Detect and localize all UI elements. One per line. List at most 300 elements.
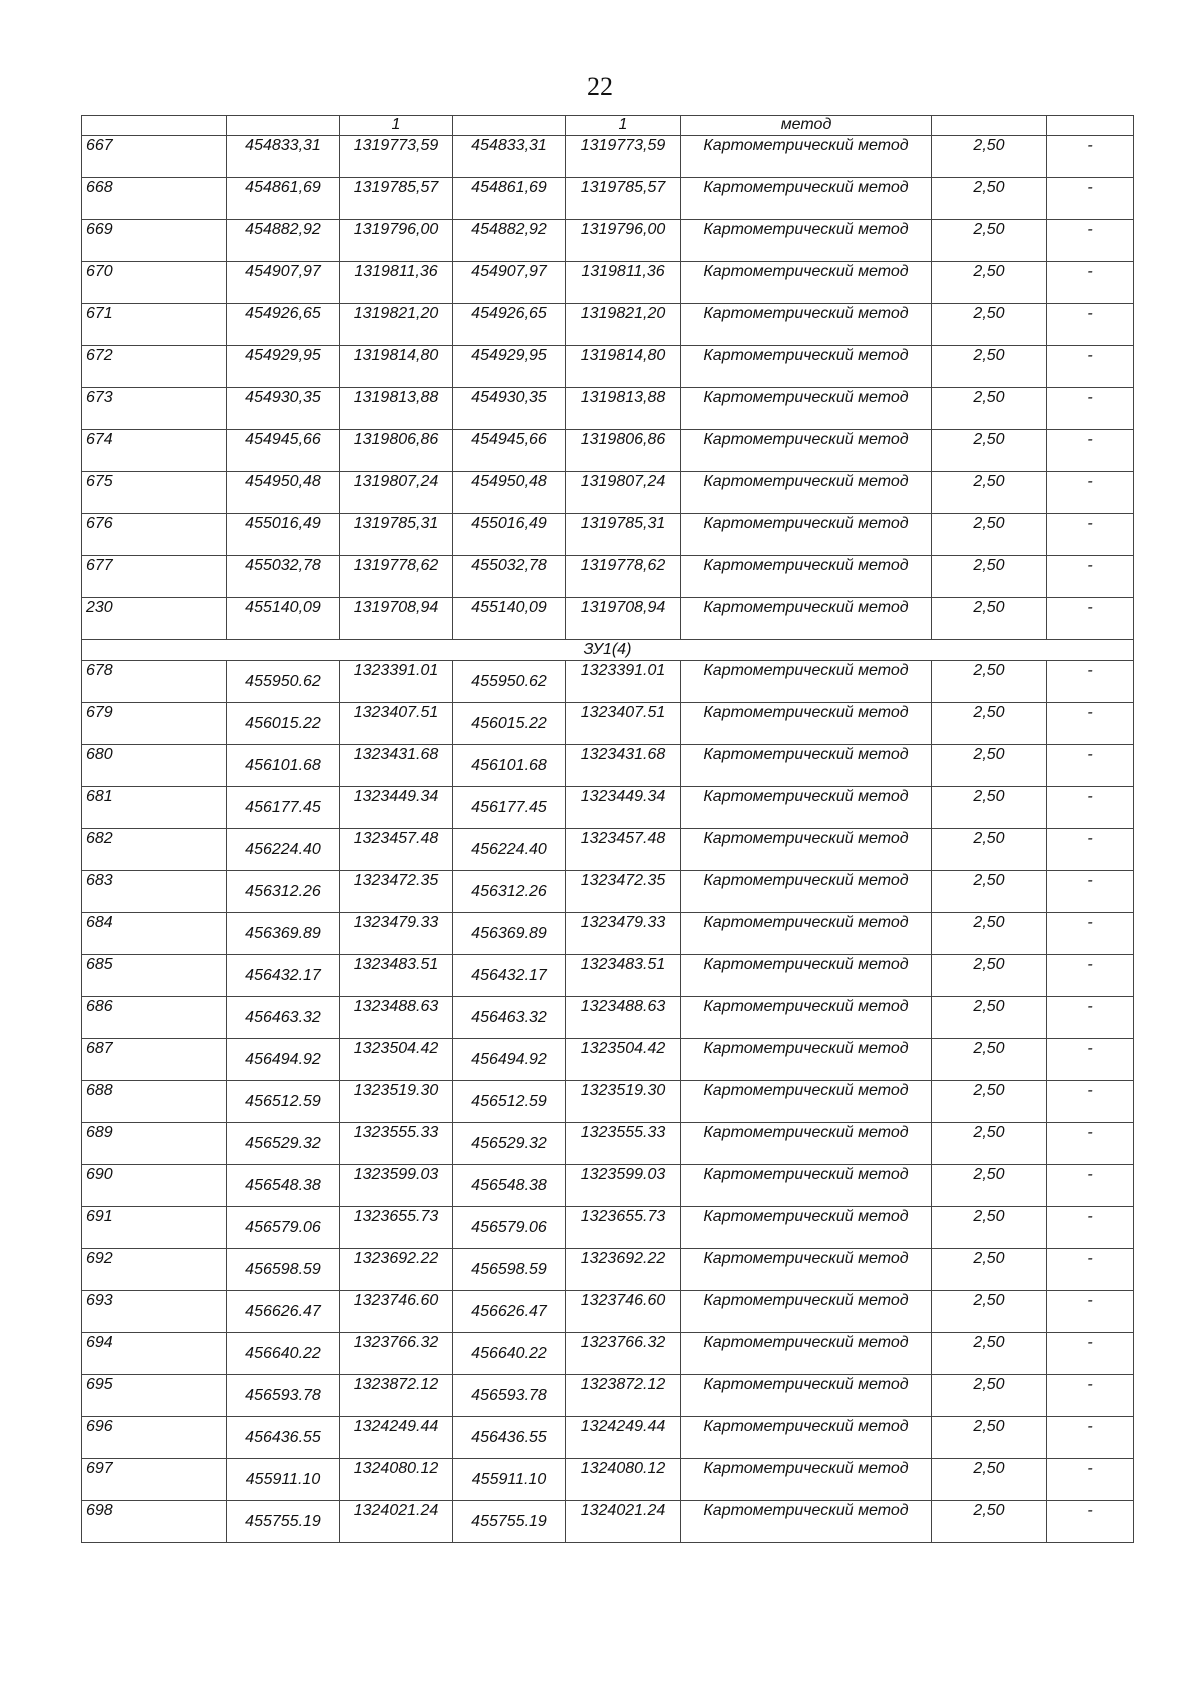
description-cell (1047, 661, 1134, 703)
y-new-cell (566, 136, 681, 178)
x-existing-value: 456015.22 (245, 715, 321, 732)
continuation-cell (82, 116, 227, 136)
method-cell (681, 1333, 932, 1375)
table-row (82, 1291, 1134, 1333)
x-existing-value: 456579.06 (245, 1219, 321, 1236)
accuracy-cell (932, 178, 1047, 220)
point-number-value: 676 (86, 515, 113, 532)
method-value: Картометрический метод (703, 1124, 909, 1141)
y-existing-value: 1323449.34 (353, 788, 439, 805)
x-new-cell (453, 997, 566, 1039)
y-new-value: 1323519.30 (580, 1082, 666, 1099)
y-existing-value: 1319821,20 (353, 305, 439, 322)
accuracy-cell (932, 745, 1047, 787)
x-new-value: 455032,78 (471, 557, 547, 574)
description-value: - (1087, 1250, 1093, 1267)
description-cell (1047, 787, 1134, 829)
accuracy-value: 2,50 (973, 1502, 1005, 1519)
x-new-value: 454882,92 (471, 221, 547, 238)
point-number-cell (82, 1165, 227, 1207)
point-number-value: 683 (86, 872, 113, 889)
y-existing-cell (340, 472, 453, 514)
x-new-value: 456101.68 (471, 757, 547, 774)
table-row (82, 745, 1134, 787)
method-cell (681, 913, 932, 955)
x-new-cell (453, 745, 566, 787)
point-number-cell (82, 178, 227, 220)
x-new-cell (453, 136, 566, 178)
description-value: - (1087, 347, 1093, 364)
y-existing-cell (340, 220, 453, 262)
y-existing-cell (340, 787, 453, 829)
table-row (82, 787, 1134, 829)
y-new-value: 1319708,94 (580, 599, 666, 616)
y-existing-value: 1319778,62 (353, 557, 439, 574)
method-cell (681, 388, 932, 430)
accuracy-cell (932, 1291, 1047, 1333)
x-existing-cell (227, 997, 340, 1039)
x-existing-cell (227, 913, 340, 955)
x-existing-value: 455032,78 (245, 557, 321, 574)
point-number-value: 670 (86, 263, 113, 280)
y-new-value: 1319821,20 (580, 305, 666, 322)
x-existing-cell (227, 598, 340, 640)
x-new-value: 456579.06 (471, 1219, 547, 1236)
point-number-value: 686 (86, 998, 113, 1015)
point-number-cell (82, 1207, 227, 1249)
accuracy-cell (932, 472, 1047, 514)
accuracy-value: 2,50 (973, 788, 1005, 805)
y-new-value: 1323391.01 (580, 662, 666, 679)
y-existing-value: 1323519.30 (353, 1082, 439, 1099)
point-number-value: 684 (86, 914, 113, 931)
y-new-value: 1319807,24 (580, 473, 666, 490)
description-value: - (1087, 1334, 1093, 1351)
description-value: - (1087, 431, 1093, 448)
description-cell (1047, 304, 1134, 346)
point-number-cell (82, 598, 227, 640)
method-value: Картометрический метод (703, 1502, 909, 1519)
description-cell (1047, 388, 1134, 430)
y-new-cell (566, 787, 681, 829)
method-value: Картометрический метод (703, 1208, 909, 1225)
x-new-cell (453, 1165, 566, 1207)
y-existing-value: 1323599.03 (353, 1166, 439, 1183)
y-new-value: 1319796,00 (580, 221, 666, 238)
y-new-value: 1324021.24 (580, 1502, 666, 1519)
table-row (82, 1249, 1134, 1291)
accuracy-cell (932, 1123, 1047, 1165)
method-value: Картометрический метод (703, 662, 909, 679)
method-value: Картометрический метод (703, 221, 909, 238)
y-existing-cell (340, 1459, 453, 1501)
method-value: Картометрический метод (703, 746, 909, 763)
method-cell (681, 1207, 932, 1249)
y-existing-cell (340, 997, 453, 1039)
x-existing-value: 456101.68 (245, 757, 321, 774)
accuracy-cell (932, 871, 1047, 913)
x-existing-value: 454929,95 (245, 347, 321, 364)
description-value: - (1087, 599, 1093, 616)
accuracy-value: 2,50 (973, 347, 1005, 364)
x-existing-cell (227, 514, 340, 556)
description-value: - (1087, 389, 1093, 406)
accuracy-value: 2,50 (973, 179, 1005, 196)
table-row-continuation (82, 116, 1134, 136)
x-new-cell (453, 1333, 566, 1375)
description-cell (1047, 430, 1134, 472)
point-number-cell (82, 304, 227, 346)
method-cell (681, 829, 932, 871)
table-row (82, 1039, 1134, 1081)
point-number-value: 698 (86, 1502, 113, 1519)
point-number-value: 688 (86, 1082, 113, 1099)
table-row (82, 955, 1134, 997)
x-new-value: 454861,69 (471, 179, 547, 196)
point-number-value: 672 (86, 347, 113, 364)
x-new-value: 455140,09 (471, 599, 547, 616)
accuracy-value: 2,50 (973, 914, 1005, 931)
continuation-cell: 1 (566, 116, 681, 136)
table-row (82, 514, 1134, 556)
x-new-value: 456598.59 (471, 1261, 547, 1278)
x-existing-value: 456640.22 (245, 1345, 321, 1362)
point-number-cell (82, 1081, 227, 1123)
continuation-cell (932, 116, 1047, 136)
x-new-cell (453, 787, 566, 829)
point-number-value: 690 (86, 1166, 113, 1183)
description-value: - (1087, 1376, 1093, 1393)
y-existing-value: 1323766.32 (353, 1334, 439, 1351)
x-new-value: 455016,49 (471, 515, 547, 532)
description-value: - (1087, 305, 1093, 322)
method-value: Картометрический метод (703, 599, 909, 616)
point-number-cell (82, 514, 227, 556)
method-cell (681, 1165, 932, 1207)
point-number-cell (82, 955, 227, 997)
method-cell (681, 703, 932, 745)
y-new-value: 1323479.33 (580, 914, 666, 931)
y-new-cell (566, 262, 681, 304)
table-row (82, 388, 1134, 430)
table-row (82, 1375, 1134, 1417)
point-number-cell (82, 388, 227, 430)
x-existing-cell (227, 955, 340, 997)
method-value: Картометрический метод (703, 1292, 909, 1309)
point-number-value: 673 (86, 389, 113, 406)
table-row (82, 304, 1134, 346)
table-row (82, 472, 1134, 514)
y-existing-value: 1323391.01 (353, 662, 439, 679)
x-new-value: 456436.55 (471, 1429, 547, 1446)
x-new-value: 454950,48 (471, 473, 547, 490)
method-value: Картометрический метод (703, 1166, 909, 1183)
description-value: - (1087, 956, 1093, 973)
table-row (82, 913, 1134, 955)
method-cell (681, 346, 932, 388)
x-existing-cell (227, 1081, 340, 1123)
y-new-cell (566, 1039, 681, 1081)
method-value: Картометрический метод (703, 1460, 909, 1477)
description-value: - (1087, 473, 1093, 490)
table-row (82, 430, 1134, 472)
accuracy-value: 2,50 (973, 1334, 1005, 1351)
accuracy-cell (932, 955, 1047, 997)
method-cell (681, 1291, 932, 1333)
description-cell (1047, 472, 1134, 514)
x-existing-cell (227, 1501, 340, 1543)
accuracy-value: 2,50 (973, 872, 1005, 889)
point-number-cell (82, 1375, 227, 1417)
description-cell (1047, 1081, 1134, 1123)
y-new-cell (566, 514, 681, 556)
method-value: Картометрический метод (703, 473, 909, 490)
table-row (82, 598, 1134, 640)
x-existing-cell (227, 1291, 340, 1333)
method-cell (681, 1081, 932, 1123)
x-existing-value: 456593.78 (245, 1387, 321, 1404)
y-new-value: 1323655.73 (580, 1208, 666, 1225)
y-new-cell (566, 703, 681, 745)
y-new-value: 1324249.44 (580, 1418, 666, 1435)
x-new-cell (453, 388, 566, 430)
y-existing-cell (340, 661, 453, 703)
y-new-value: 1323488.63 (580, 998, 666, 1015)
y-existing-cell (340, 745, 453, 787)
x-existing-value: 454861,69 (245, 179, 321, 196)
description-value: - (1087, 662, 1093, 679)
description-cell (1047, 1501, 1134, 1543)
point-number-value: 230 (86, 599, 113, 616)
x-new-value: 456494.92 (471, 1051, 547, 1068)
method-value: Картометрический метод (703, 347, 909, 364)
continuation-cell (227, 116, 340, 136)
y-existing-cell (340, 598, 453, 640)
description-value: - (1087, 1460, 1093, 1477)
x-new-cell (453, 1501, 566, 1543)
table-row (82, 220, 1134, 262)
x-existing-value: 454930,35 (245, 389, 321, 406)
description-cell (1047, 514, 1134, 556)
x-existing-cell (227, 346, 340, 388)
accuracy-cell (932, 787, 1047, 829)
x-existing-cell (227, 1333, 340, 1375)
point-number-cell (82, 472, 227, 514)
y-existing-value: 1323457.48 (353, 830, 439, 847)
method-cell (681, 661, 932, 703)
method-value: Картометрический метод (703, 914, 909, 931)
accuracy-cell (932, 346, 1047, 388)
x-new-cell (453, 871, 566, 913)
x-new-value: 454833,31 (471, 137, 547, 154)
y-new-value: 1323746.60 (580, 1292, 666, 1309)
y-existing-cell (340, 1501, 453, 1543)
accuracy-cell (932, 1039, 1047, 1081)
method-value: Картометрический метод (703, 956, 909, 973)
accuracy-value: 2,50 (973, 746, 1005, 763)
x-existing-cell (227, 472, 340, 514)
x-new-cell (453, 556, 566, 598)
y-existing-cell (340, 829, 453, 871)
accuracy-value: 2,50 (973, 137, 1005, 154)
point-number-cell (82, 1459, 227, 1501)
x-existing-cell (227, 661, 340, 703)
y-existing-cell (340, 1039, 453, 1081)
description-cell (1047, 1291, 1134, 1333)
description-cell (1047, 955, 1134, 997)
y-new-cell (566, 1291, 681, 1333)
y-existing-value: 1323483.51 (353, 956, 439, 973)
point-number-value: 674 (86, 431, 113, 448)
y-new-cell (566, 346, 681, 388)
y-new-cell (566, 1207, 681, 1249)
accuracy-cell (932, 1165, 1047, 1207)
y-new-cell (566, 472, 681, 514)
x-existing-cell (227, 136, 340, 178)
description-value: - (1087, 1292, 1093, 1309)
y-existing-cell (340, 430, 453, 472)
x-new-value: 454945,66 (471, 431, 547, 448)
point-number-value: 697 (86, 1460, 113, 1477)
x-new-cell (453, 304, 566, 346)
y-existing-value: 1319796,00 (353, 221, 439, 238)
y-existing-cell (340, 136, 453, 178)
point-number-value: 682 (86, 830, 113, 847)
method-value: Картометрический метод (703, 1040, 909, 1057)
point-number-value: 689 (86, 1124, 113, 1141)
x-existing-value: 455911.10 (245, 1471, 321, 1488)
accuracy-value: 2,50 (973, 1208, 1005, 1225)
x-existing-value: 456312.26 (245, 883, 321, 900)
table-row (82, 1417, 1134, 1459)
accuracy-value: 2,50 (973, 221, 1005, 238)
x-existing-cell (227, 1375, 340, 1417)
x-new-cell (453, 829, 566, 871)
x-existing-value: 456494.92 (245, 1051, 321, 1068)
y-existing-cell (340, 1291, 453, 1333)
y-existing-cell (340, 1207, 453, 1249)
table-row (82, 178, 1134, 220)
accuracy-value: 2,50 (973, 662, 1005, 679)
x-new-cell (453, 1417, 566, 1459)
y-new-cell (566, 1459, 681, 1501)
description-value: - (1087, 1166, 1093, 1183)
x-new-value: 454926,65 (471, 305, 547, 322)
point-number-cell (82, 220, 227, 262)
x-new-cell (453, 514, 566, 556)
point-number-value: 693 (86, 1292, 113, 1309)
y-new-cell (566, 304, 681, 346)
y-new-cell (566, 1249, 681, 1291)
continuation-cell (453, 116, 566, 136)
accuracy-value: 2,50 (973, 515, 1005, 532)
method-cell (681, 220, 932, 262)
method-value: Картометрический метод (703, 305, 909, 322)
x-new-value: 455911.10 (471, 1471, 547, 1488)
x-new-cell (453, 220, 566, 262)
description-value: - (1087, 221, 1093, 238)
accuracy-value: 2,50 (973, 263, 1005, 280)
table-row (82, 1333, 1134, 1375)
table-row (82, 829, 1134, 871)
table-row (82, 997, 1134, 1039)
y-new-cell (566, 1123, 681, 1165)
x-existing-cell (227, 262, 340, 304)
x-new-cell (453, 1207, 566, 1249)
x-existing-cell (227, 787, 340, 829)
x-existing-cell (227, 871, 340, 913)
accuracy-value: 2,50 (973, 830, 1005, 847)
accuracy-value: 2,50 (973, 1292, 1005, 1309)
description-value: - (1087, 1124, 1093, 1141)
y-new-value: 1319785,31 (580, 515, 666, 532)
table-row (82, 1165, 1134, 1207)
continuation-cell: метод (681, 116, 932, 136)
point-number-cell (82, 703, 227, 745)
x-new-cell (453, 1039, 566, 1081)
y-new-value: 1319811,36 (581, 263, 665, 280)
method-cell (681, 598, 932, 640)
x-new-value: 456640.22 (471, 1345, 547, 1362)
point-number-value: 691 (86, 1208, 113, 1225)
x-existing-cell (227, 703, 340, 745)
method-value: Картометрический метод (703, 1376, 909, 1393)
description-cell (1047, 136, 1134, 178)
x-new-cell (453, 598, 566, 640)
y-existing-cell (340, 1123, 453, 1165)
point-number-value: 696 (86, 1418, 113, 1435)
accuracy-cell (932, 1333, 1047, 1375)
method-value: Картометрический метод (703, 557, 909, 574)
x-new-value: 455950.62 (471, 673, 547, 690)
description-value: - (1087, 137, 1093, 154)
point-number-cell (82, 346, 227, 388)
y-existing-cell (340, 703, 453, 745)
y-existing-value: 1319708,94 (353, 599, 439, 616)
point-number-cell (82, 1417, 227, 1459)
y-new-value: 1323457.48 (580, 830, 666, 847)
y-existing-value: 1323407.51 (353, 704, 439, 721)
y-new-cell (566, 388, 681, 430)
x-new-cell (453, 955, 566, 997)
point-number-cell (82, 1123, 227, 1165)
method-value: Картометрический метод (703, 515, 909, 532)
y-new-cell (566, 997, 681, 1039)
y-new-cell (566, 661, 681, 703)
accuracy-cell (932, 556, 1047, 598)
point-number-cell (82, 556, 227, 598)
method-cell (681, 304, 932, 346)
point-number-value: 671 (86, 305, 113, 322)
description-cell (1047, 745, 1134, 787)
point-number-value: 692 (86, 1250, 113, 1267)
point-number-cell (82, 1501, 227, 1543)
y-new-cell (566, 220, 681, 262)
method-cell (681, 1501, 932, 1543)
y-new-value: 1319806,86 (580, 431, 666, 448)
point-number-cell (82, 787, 227, 829)
x-existing-cell (227, 1417, 340, 1459)
y-existing-cell (340, 556, 453, 598)
x-existing-value: 456177.45 (245, 799, 321, 816)
description-cell (1047, 1417, 1134, 1459)
table-row (82, 871, 1134, 913)
x-new-value: 456548.38 (471, 1177, 547, 1194)
method-cell (681, 1123, 932, 1165)
x-new-value: 456512.59 (471, 1093, 547, 1110)
x-existing-value: 456548.38 (245, 1177, 321, 1194)
method-value: Картометрический метод (703, 179, 909, 196)
